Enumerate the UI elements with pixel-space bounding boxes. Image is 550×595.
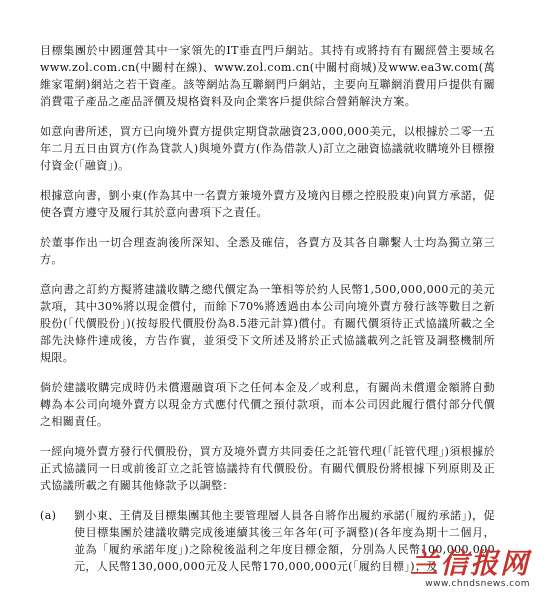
list-item-text: 劉小東、王倩及目標集團其他主要管理層人員各自將作出履約承諾(「履約承諾」)，促使目標集團於建議收購完成後連續其後三年各年(可予調整)(各年度為期十二個月，並為「履約承諾年度」)之除稅後溢利之年度目標金額，分別為人民幣100,000,000元，人民幣130,000,000元及人民幣170,000,000元(「履約目標」)；及 bbox=[74, 509, 495, 573]
paragraph-escrow: 一經向境外賣方發行代價股份，買方及境外賣方共同委任之託管代理(「託管代理」)須根據於正式協議同一日或前後訂立之託管協議持有代價股份。有關代價股份將根據下列原則及正式協議所載之有關其他條款予以調整： bbox=[40, 445, 495, 492]
document-body bbox=[40, 42, 495, 575]
watermark-url: www.chndsnews.com bbox=[425, 579, 530, 589]
paragraph-independence: 於董事作出一切合理查詢後所深知、全悉及確信，各賣方及其各自聯繫人士均為獨立第三方。 bbox=[40, 236, 495, 266]
watermark-logo: 兰信报网 bbox=[409, 547, 530, 580]
paragraph-target-group: 目標集團於中國運營其中一家領先的IT垂直門戶網站。其持有或將持有有關經營主要域名www.zol.com.cn(中關村在線)、www.zol.com.cn(中關村商城)及www.ea3w.com(萬維家電網)網站之若干資產。該等網站為互聯網門戶網站，主要向互聯網消費用戶提供有關消費電子產品之產品評價及規格資料及向企業客戶提供綜合營銷解決方案。 bbox=[40, 44, 495, 108]
paragraph-consideration: 意向書之訂約方擬將建議收購之總代價定為一筆相等於約人民幣1,500,000,000元的美元款項，其中30%將以現金償付，而餘下70%將透過由本公司向境外賣方發行該等數目之新股份(「代價股份」)(按每股代價股份為8.5港元計算)償付。有關代價須待正式協議所載之全部先決條件達成後，方告作實，並須受下文所述及將於正式協議載列之託管及調整機制所規限。 bbox=[40, 283, 495, 364]
paragraph-undertaking: 根據意向書，劉小東(作為其中一名賣方兼境外賣方及境內目標之控股股東)向買方承諾，促使各賣方遵守及履行其於意向書項下之責任。 bbox=[40, 189, 495, 219]
paragraph-outstanding-amount: 倘於建議收購完成時仍未償還融資項下之任何本金及／或利息，有關尚未償還金額將自動轉為本公司向境外賣方以現金方式應付代價之預付款項，而本公司因此履行償付部分代價之相關責任。 bbox=[40, 381, 495, 428]
list-item-marker: (a) bbox=[40, 509, 57, 522]
paragraph-financing: 如意向書所述，買方已向境外賣方提供定期貸款融資23,000,000美元，以根據於二零一五年二月五日由買方(作為貸款人)與境外賣方(作為借款人)訂立之融資協議就收購境外目標撥付資金(「融資」)。 bbox=[40, 125, 495, 172]
news-watermark bbox=[410, 549, 530, 589]
